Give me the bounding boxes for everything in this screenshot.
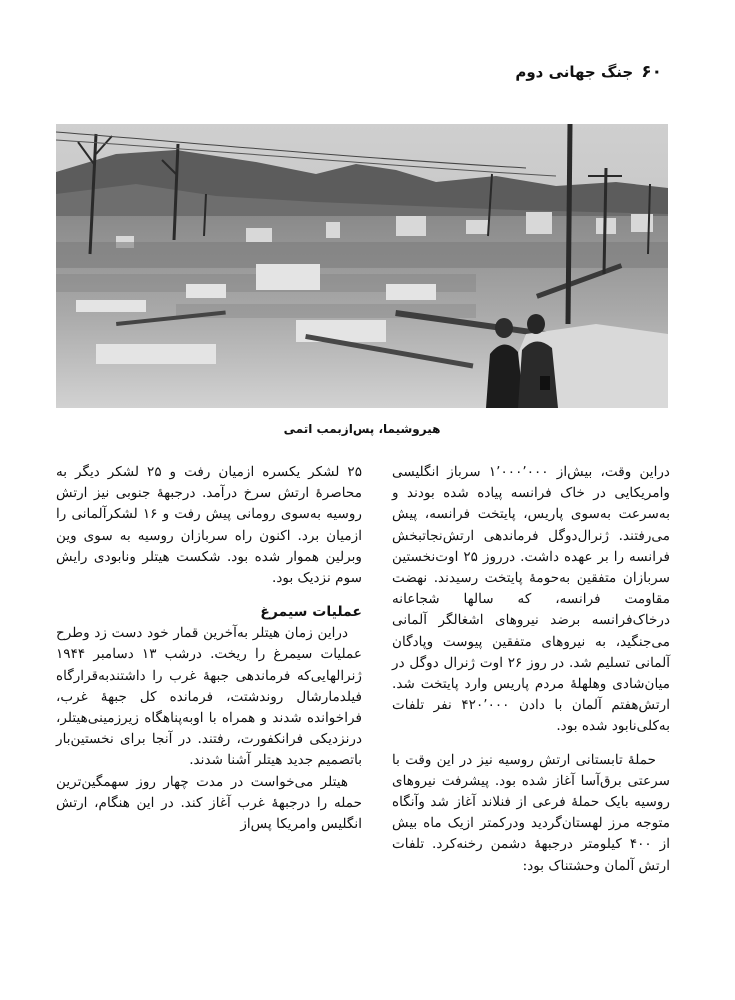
paragraph: دراین وقت، بیش‌از ۱٬۰۰۰٬۰۰۰ سرباز انگلیسی وامریکایی در خاک فرانسه پیاده شده بودند و به‌سرعت به‌سوی پاریس، پایتخت فرانسه، پیش می‌رفتند. ژنرال‌دوگل فرماندهی ارتش‌نجاتبخش فرانسه را بر عهده داشت. درروز ۲۵ اوت‌نخستین سربازان متفقین به‌حومهٔ پایتخت رسیدند. نهضت مقاومت فرانسه، که سالها شجاعانه درخاک‌فرانسه برضد نیروهای اشغالگر آلمانی می‌جنگید، به نیروهای متفقین پیوست وپادگان آلمانی تسلیم شد. در روز ۲۶ اوت ژنرال دوگل در میان‌شادی وهلهلهٔ مردم پاریس وارد پایتخت شد. ارتش‌هفتم آلمان با دادن ۴۲۰٬۰۰۰ نفر تلفات به‌کلی‌نابود شده بود.: [392, 464, 670, 735]
photo-caption: هیروشیما، پس‌ازبمب اتمی: [283, 422, 441, 436]
page-number: ۶۰: [641, 62, 662, 82]
page-header: [400, 58, 662, 86]
right-column: [392, 462, 670, 877]
running-title: جنگ جهانی دوم: [515, 63, 634, 81]
paragraph: هیتلر می‌خواست در مدت چهار روز سهمگین‌ترین حمله را درجبههٔ غرب آغاز کند. در این هنگام، ارتش انگلیس وامریکا پس‌از: [56, 773, 362, 833]
left-column: [56, 462, 362, 835]
section-heading: عملیات سیمرغ: [260, 604, 362, 621]
hiroshima-photo: [56, 124, 668, 408]
paragraph: دراین زمان هیتلر به‌آخرین قمار خود دست زد وطرح عملیات سیمرغ را ریخت. درشب ۱۳ دسامبر ۱۹۴۴ ژنرالهایی‌که فرماندهی جبههٔ غرب را داشتندبه‌قرارگاه فیلدمارشال روندشتت، فرمانده کل جبههٔ غرب، فراخوانده شدند و همراه با اوبه‌پناهگاه زیرزمینی‌هیتلر، درنزدیکی فرانکفورت، رفتند. در آنجا برای نخستین‌بار باتصمیم جدید هیتلر آشنا شدند.: [56, 625, 362, 769]
paragraph: حملهٔ تابستانی ارتش روسیه نیز در این وقت با سرعتی برق‌آسا آغاز شده بود. پیشرفت نیروهای روسیه بایک حملهٔ فرعی از فنلاند آغاز شد وآنگاه متوجه مرز لهستان‌گردید ودرکمتر ازیک ماه بیش از ۴۰۰ کیلومتر درجبههٔ دشمن رخنه‌کرد. تلفات ارتش آلمان وحشتناک بود:: [392, 751, 670, 874]
paragraph: ۲۵ لشکر یکسره ازمیان رفت و ۲۵ لشکر دیگر به محاصرهٔ ارتش سرخ درآمد. درجبههٔ جنوبی نیز ارتش روسیه به‌سوی رومانی پیش رفت و ۱۶ لشکرآلمانی را ازمیان برد. اکنون راه سربازان روسیه به سوی وین وبرلین هموار شده بود. شکست هیتلر ونابودی رایش سوم نزدیک بود.: [56, 464, 362, 587]
hiroshima-ruins-image: [56, 124, 668, 408]
